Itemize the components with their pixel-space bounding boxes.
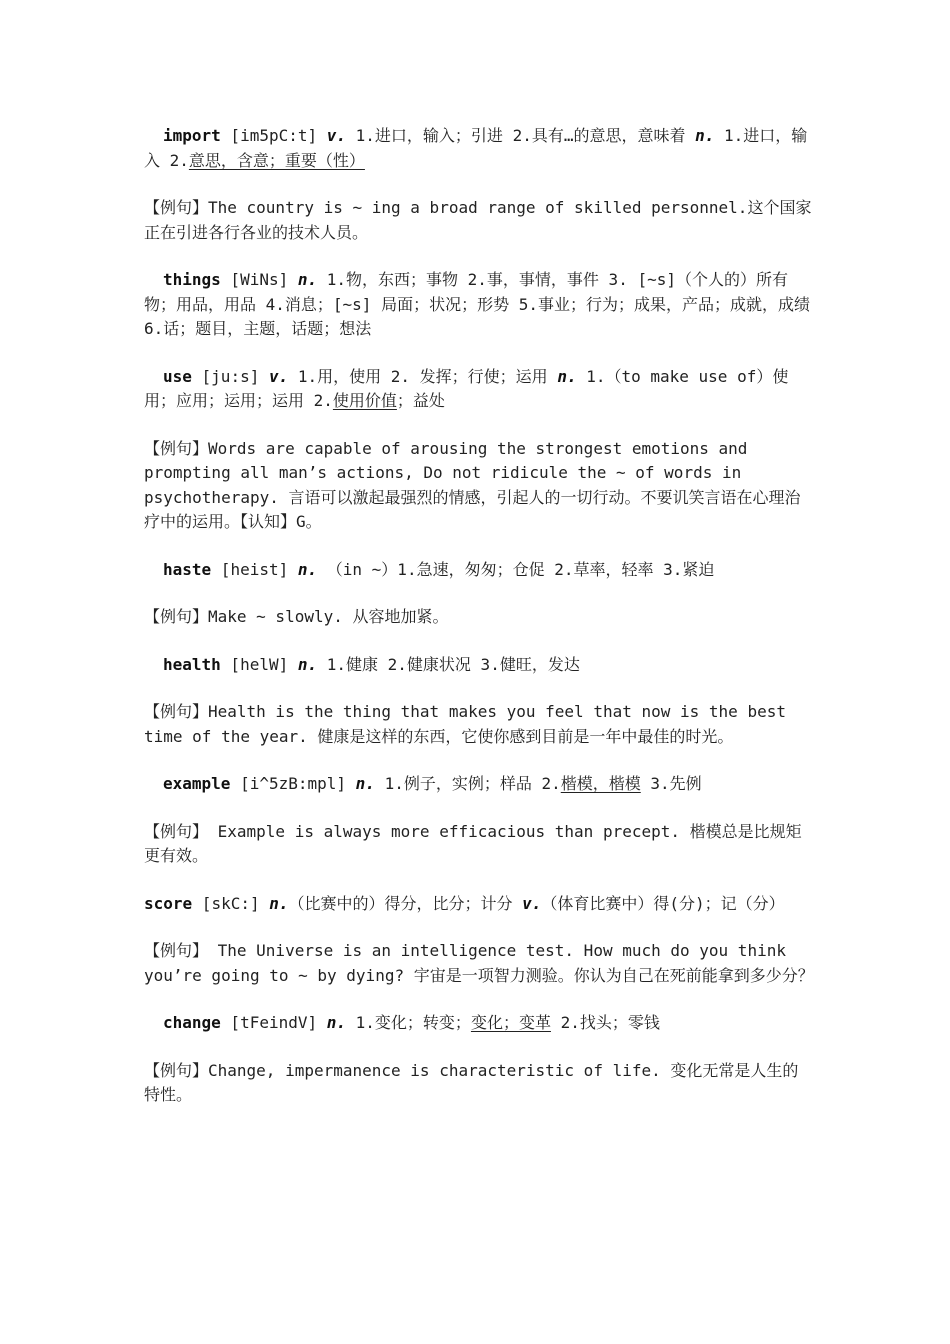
definition: 1.物，东西；事物 2.事，事情，事件 3. [~s]（个人的）所有物；用品，用品 4.消息；[~s] 局面；状况；形势 5.事业；行为；成果，产品；成就，成绩 6.话；题目，主题，话题；想法 [144, 270, 820, 338]
definition: 1.用，使用 2. 发挥；行使；运用 [288, 366, 558, 386]
phonetic: [skC:] [192, 893, 270, 913]
underlined-definition: 楷模，楷模 [560, 774, 641, 793]
example-sentence-health: 【例句】Health is the thing that makes you feel that now is the best time of the year. 健康是这样的东西，它使你感到目前是一年中最佳的时光。 [144, 702, 796, 746]
part-of-speech: v. [326, 126, 347, 145]
definition: 1.健康 2.健康状况 3.健旺，发达 [317, 654, 580, 674]
underlined-definition: 意思，含意；重要（性） [188, 150, 365, 170]
definition: 1.变化；转变； [346, 1013, 471, 1032]
example-sentence-use: 【例句】Words are capable of arousing the strongest emotions and prompting all man’s actions, Do not ridicule the ~ of words in psychotherapy. 言语可以激起最强烈的情感，引起人的一切行动。不要讥笑言语在心理治疗中的运用。【认知】G。 [144, 438, 801, 531]
headword: import [163, 126, 221, 145]
entry-score [144, 892, 814, 917]
definition: （in ~）1.急速，匆匆；仓促 2.草率，轻率 3.紧迫 [317, 559, 715, 579]
phonetic: [im5pC:t] [220, 126, 327, 145]
headword: score [144, 893, 193, 913]
definition: 1.（to make use of）使用；应用；运用；运用 2. [144, 366, 789, 410]
entry-import [144, 124, 814, 173]
part-of-speech: n. [297, 654, 318, 674]
definition: 1.进口，输入；引进 2.具有…的意思，意味着 [346, 126, 696, 145]
entry-haste [144, 558, 814, 583]
headword: haste [163, 559, 212, 579]
phonetic: [WiNs] [220, 270, 298, 289]
example-sentence-change: 【例句】Change, impermanence is characteristic of life. 变化无常是人生的特性。 [144, 1060, 799, 1104]
definition: ；益处 [396, 391, 445, 410]
entry-use [144, 365, 814, 414]
part-of-speech: n. [695, 126, 715, 145]
part-of-speech: n. [326, 1013, 347, 1032]
phonetic: [ju:s] [191, 366, 269, 386]
example-sentence-score: 【例句】 The Universe is an intelligence test. How much do you think you’re going to ~ by dying? 宇宙是一项智力测验。你认为自己在死前能拿到多少分？ [144, 941, 814, 985]
part-of-speech: n. [355, 774, 375, 793]
part-of-speech: n. [297, 270, 318, 289]
phonetic: [heist] [211, 559, 298, 579]
phonetic: [i^5zB:mpl] [230, 774, 356, 793]
entry-change [144, 1011, 814, 1036]
part-of-speech: n. [297, 559, 318, 579]
definition: 1.例子，实例；样品 2. [374, 774, 561, 793]
definition: 1.进口，输入 2. [144, 126, 808, 170]
headword: health [163, 654, 221, 674]
definition: （体育比赛中）得(分)；记（分） [541, 893, 785, 913]
headword: things [163, 270, 221, 289]
definition: 2.找头；零钱 [550, 1013, 660, 1032]
definition: （比赛中的）得分，比分；计分 [288, 893, 523, 913]
headword: change [163, 1013, 221, 1032]
headword: example [163, 774, 231, 793]
phonetic: [tFeindV] [220, 1013, 327, 1032]
entry-things [144, 268, 820, 342]
underlined-definition: 变化；变革 [470, 1013, 551, 1032]
entry-example [144, 772, 814, 797]
part-of-speech: n. [557, 366, 577, 386]
example-sentence-example: 【例句】 Example is always more efficacious than precept. 楷模总是比规矩更有效。 [144, 821, 802, 865]
definition: 3.先例 [640, 774, 702, 793]
part-of-speech: v. [268, 366, 289, 386]
part-of-speech: v. [522, 893, 542, 913]
part-of-speech: n. [269, 893, 289, 913]
headword: use [163, 366, 192, 386]
underlined-definition: 使用价值 [332, 391, 397, 410]
entry-health [144, 653, 814, 678]
example-sentence-import: 【例句】The country is ~ ing a broad range of skilled personnel.这个国家正在引进各行各业的技术人员。 [144, 198, 812, 242]
dictionary-page [144, 124, 820, 1131]
example-sentence-haste: 【例句】Make ~ slowly. 从容地加紧。 [144, 607, 449, 626]
phonetic: [helW] [220, 654, 298, 674]
